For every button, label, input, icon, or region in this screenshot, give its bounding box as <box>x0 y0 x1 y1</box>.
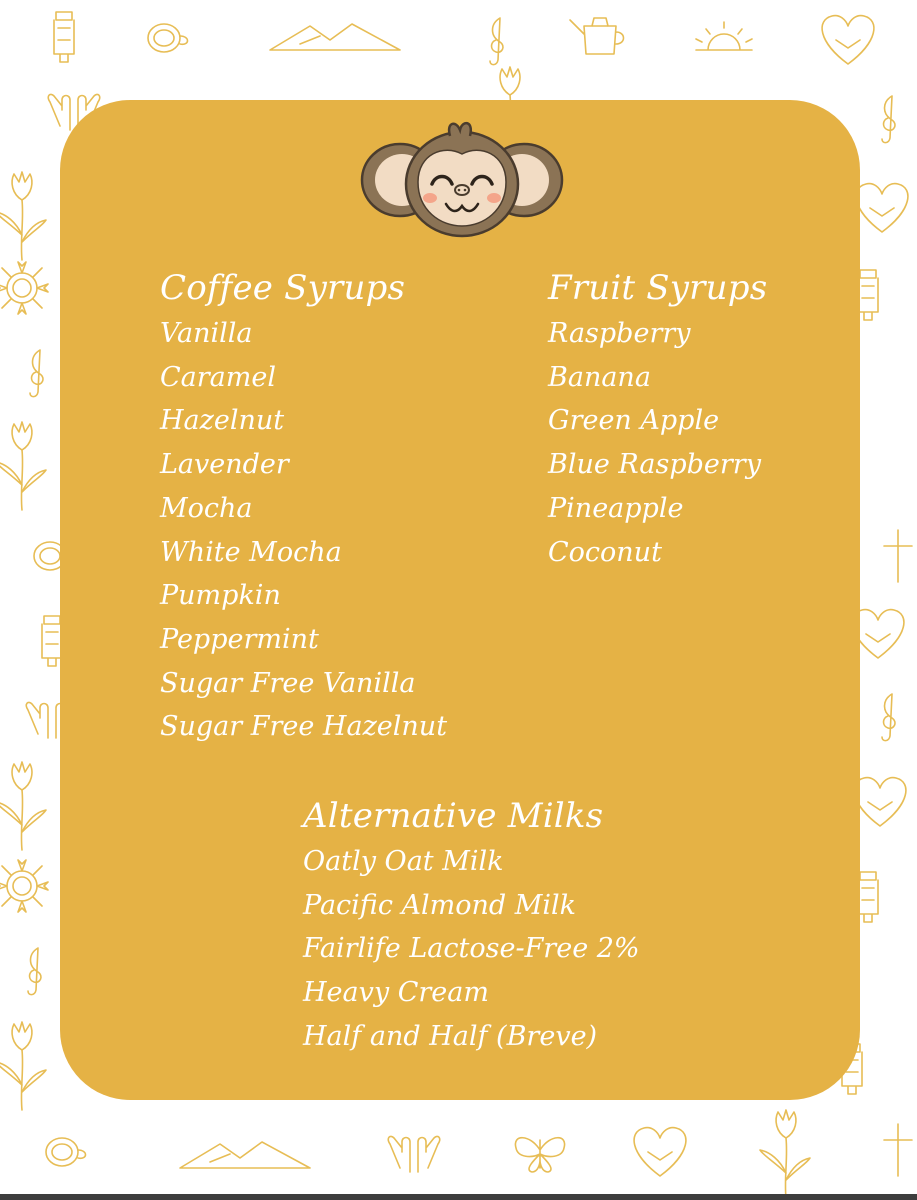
list-item: Sugar Free Vanilla <box>160 667 416 699</box>
mountain-icon <box>270 24 400 50</box>
bottom-edge-rule <box>0 1194 917 1200</box>
list-item: Raspberry <box>548 318 691 349</box>
tulip-icon <box>760 1110 810 1198</box>
list-item: Pumpkin <box>160 580 281 612</box>
list-item: Mocha <box>160 492 253 524</box>
tulip-icon <box>0 172 46 260</box>
heart-hands-icon <box>854 778 906 826</box>
list-item: Pacific Almond Milk <box>303 889 577 921</box>
heart-hands-icon <box>856 184 908 232</box>
list-item: Sugar Free Hazelnut <box>160 711 448 743</box>
list-item: Pineapple <box>548 492 684 524</box>
list-item: White Mocha <box>160 536 342 568</box>
list-item: Blue Raspberry <box>548 449 761 481</box>
music-note-icon <box>490 18 503 65</box>
tulip-icon <box>0 422 46 510</box>
music-note-icon <box>882 96 895 143</box>
lantern-icon <box>54 12 74 62</box>
coffee-syrups-section <box>160 268 447 749</box>
coffee-cup-icon <box>46 1138 86 1166</box>
list-item: Vanilla <box>160 318 253 349</box>
sunflower-icon <box>0 860 48 912</box>
cross-icon <box>884 1124 912 1176</box>
list-item: Green Apple <box>548 405 720 437</box>
list-item: Heavy Cream <box>303 977 489 1009</box>
list-item: Caramel <box>160 361 276 393</box>
fruit-syrups-list <box>548 312 767 574</box>
list-item: Half and Half (Breve) <box>303 1020 598 1052</box>
list-item: Peppermint <box>160 623 319 655</box>
teapot-icon <box>570 18 624 54</box>
fruit-syrups-section <box>548 268 767 574</box>
list-item: Lavender <box>160 449 289 481</box>
mountain-icon <box>180 1142 310 1168</box>
lantern-icon <box>858 872 878 922</box>
sunflower-icon <box>0 262 48 314</box>
lantern-icon <box>858 270 878 320</box>
list-item: Banana <box>548 361 651 393</box>
tulip-icon <box>0 762 46 850</box>
heart-hands-icon <box>822 16 874 64</box>
music-note-icon <box>882 694 895 741</box>
cross-icon <box>884 530 912 582</box>
monkey-mascot-icon <box>360 118 564 240</box>
sunrise-icon <box>696 22 752 50</box>
coffee-cup-icon <box>148 24 188 52</box>
alternative-milks-list <box>303 840 640 1059</box>
section-title: Alternative Milks <box>303 796 604 836</box>
heart-hands-icon <box>634 1128 686 1176</box>
music-note-icon <box>30 350 43 397</box>
list-item: Coconut <box>548 536 662 568</box>
section-title: Fruit Syrups <box>548 268 768 308</box>
list-item: Hazelnut <box>160 405 285 437</box>
section-title: Coffee Syrups <box>160 268 406 308</box>
list-item: Oatly Oat Milk <box>303 846 504 877</box>
coffee-syrups-list <box>160 312 447 749</box>
list-item: Fairlife Lactose-Free 2% <box>303 933 640 965</box>
lantern-icon <box>42 616 62 666</box>
music-note-icon <box>28 948 41 995</box>
alternative-milks-section <box>303 796 640 1059</box>
butterfly-icon <box>515 1138 564 1172</box>
praying-hands-icon <box>388 1136 439 1172</box>
tulip-icon <box>0 1022 46 1110</box>
